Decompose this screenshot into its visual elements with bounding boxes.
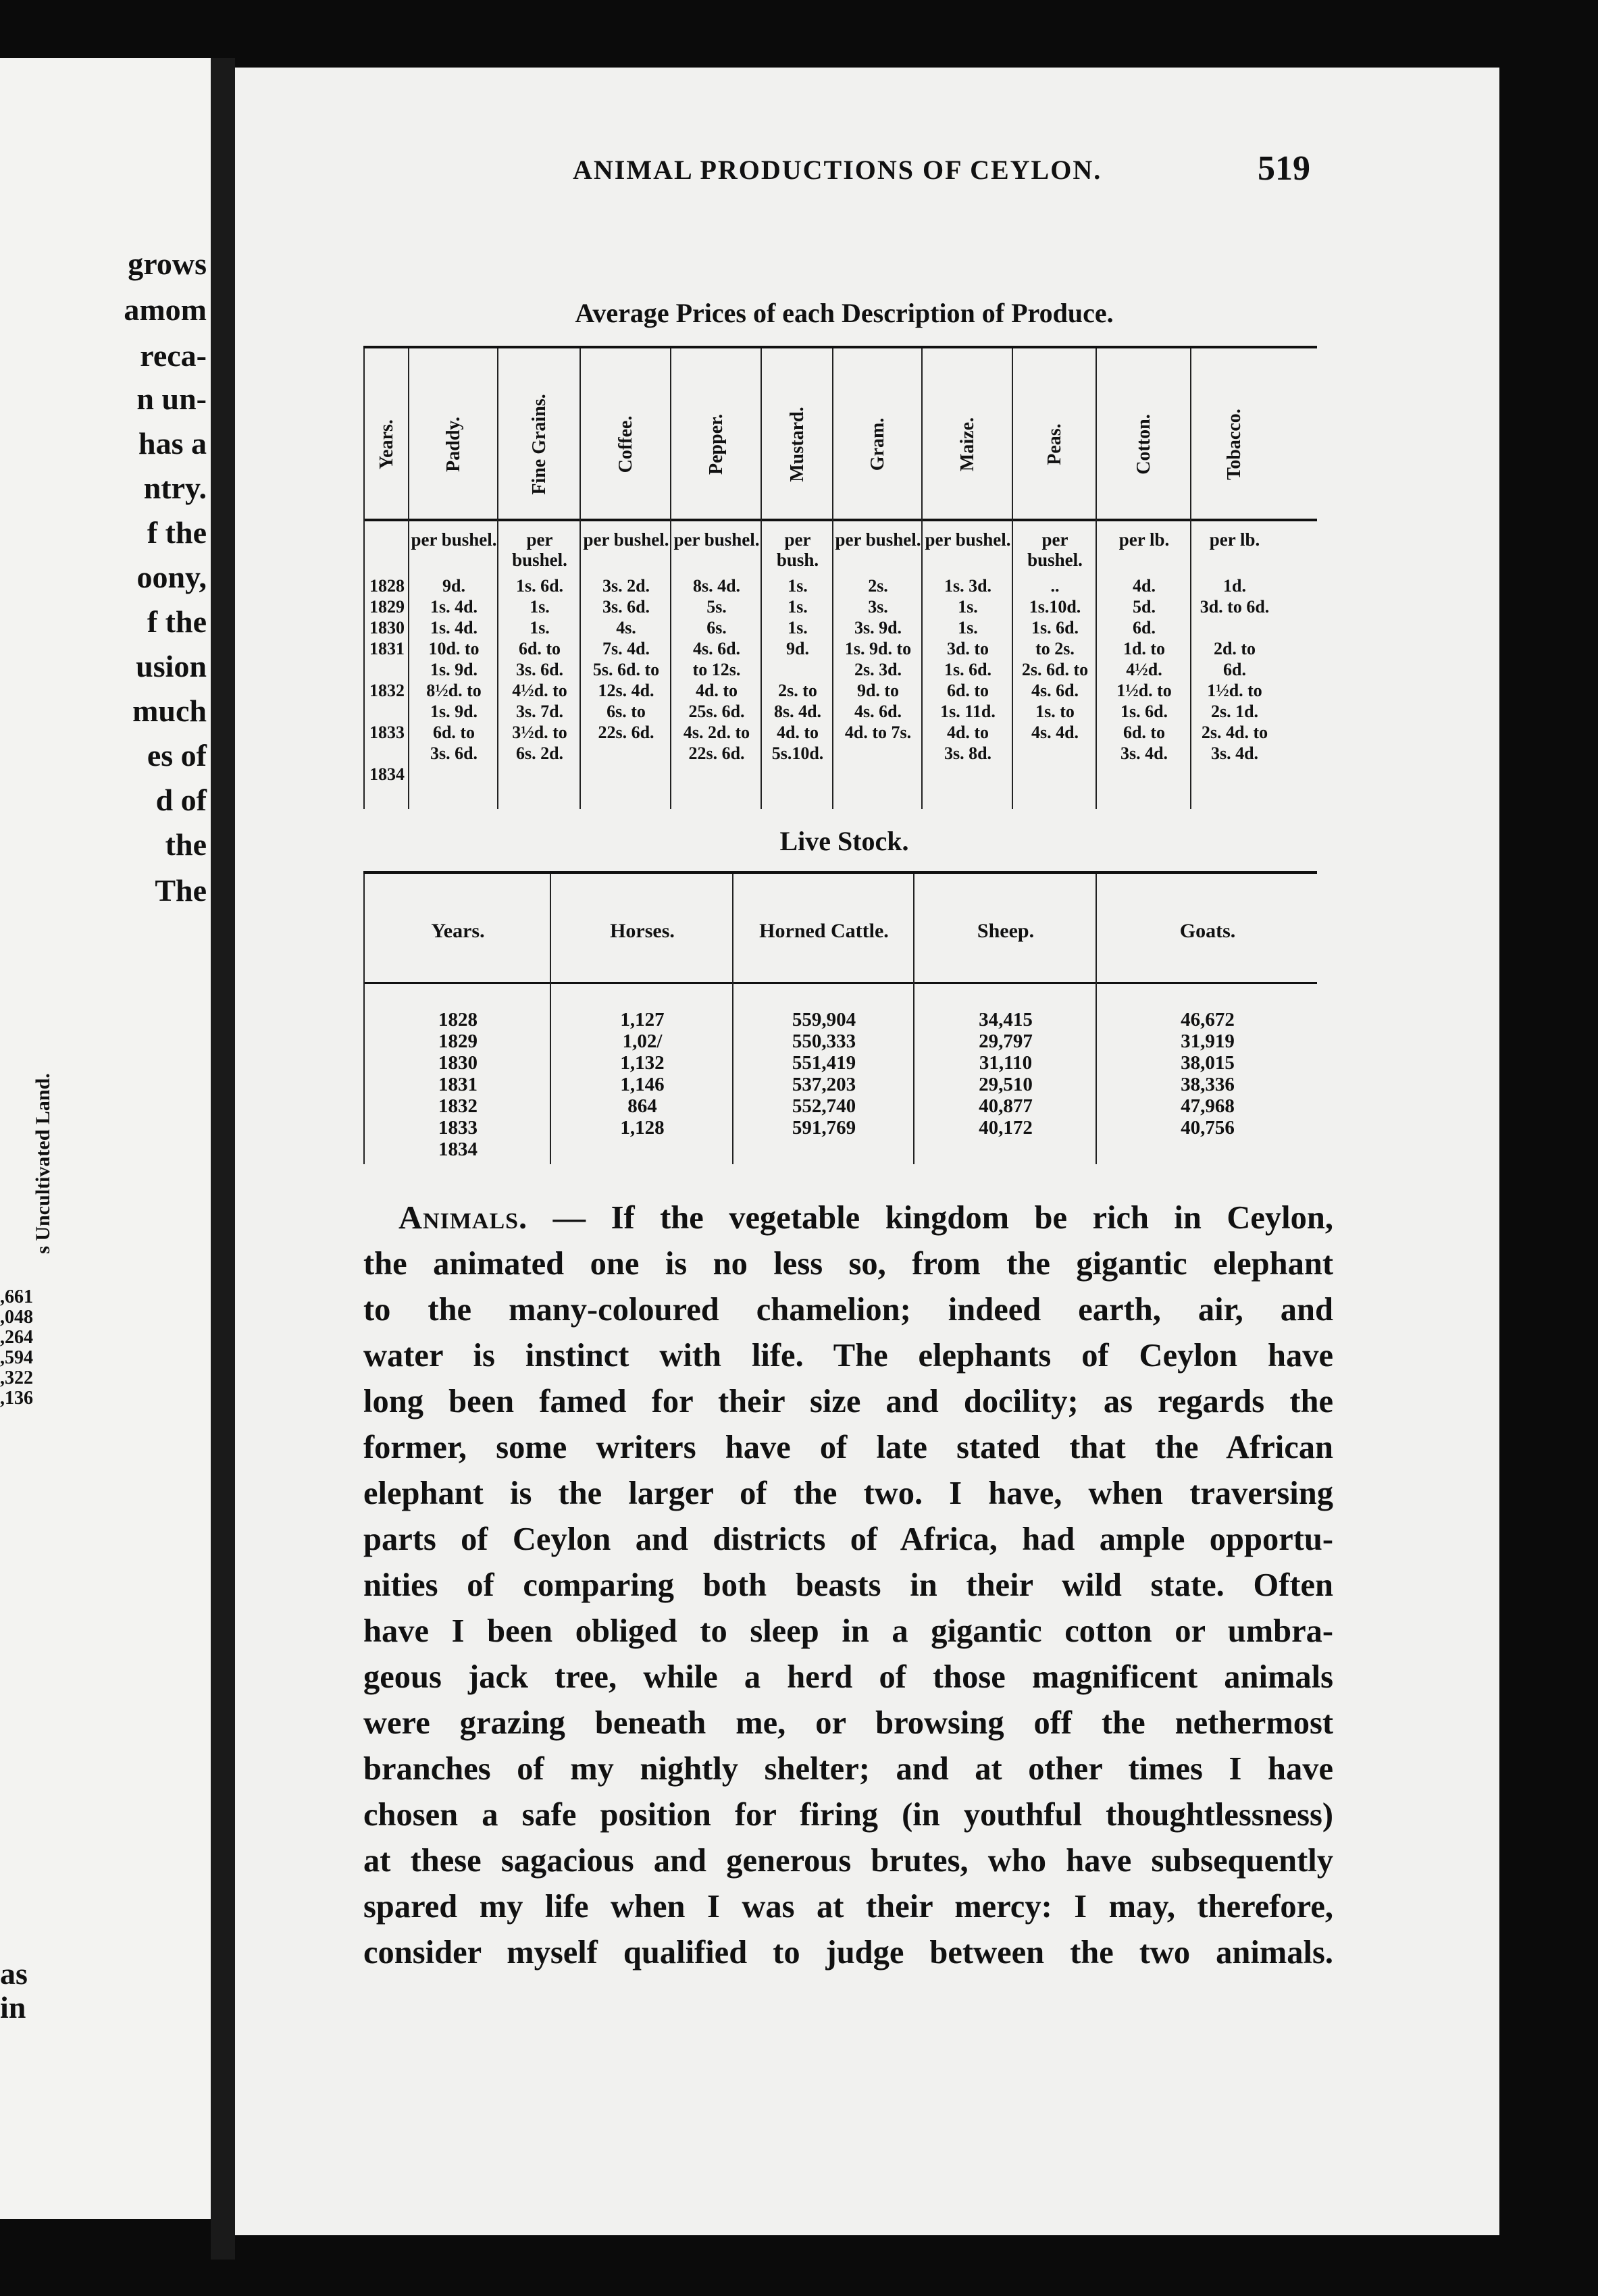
live-stock-column [732, 874, 914, 1164]
produce-cell: 4s. 2d. to [683, 723, 750, 742]
produce-cell: 1s. 4d. [430, 597, 478, 617]
left-table-header [0, 1073, 54, 1254]
produce-cell: 4d. [1133, 576, 1156, 596]
produce-cell [581, 743, 671, 764]
produce-cell: to 2s. [1035, 639, 1075, 658]
produce-column-cells [498, 575, 581, 785]
produce-cell: 25s. 6d. [688, 702, 745, 721]
produce-cell: 4d. to [776, 723, 819, 742]
left-page-fragment [0, 606, 211, 637]
produce-cell: 1s. 6d. [1120, 702, 1168, 721]
live-stock-cell: 537,203 [792, 1074, 856, 1095]
left-page-bottom-fragment [0, 1958, 211, 1989]
produce-cell: 1s. [788, 597, 808, 617]
produce-cell: 4d. to [695, 681, 738, 700]
left-table-value: ,594 [0, 1347, 33, 1368]
left-page-fragment [0, 651, 211, 682]
left-table-value: ,322 [0, 1367, 33, 1388]
produce-cell: 1s. 6d. [515, 576, 564, 596]
produce-column-header: Coffee. [615, 415, 636, 473]
produce-cell: 1s. 9d. [430, 660, 478, 679]
produce-cell: 3s. 9d. [854, 618, 902, 637]
produce-cell: 3s. 2d. [602, 576, 650, 596]
produce-cell: 1d. to [1123, 639, 1166, 658]
live-stock-column-header: Sheep. [977, 920, 1035, 942]
left-page-fragment-text: usion [136, 649, 207, 683]
produce-column-cells [581, 575, 671, 785]
body-line: to the many-coloured chamelion; indeed earth, air, and [363, 1292, 1333, 1328]
live-stock-cell: 1829 [438, 1030, 478, 1052]
body-line: water is instinct with life. The elephants of Ceylon have [363, 1338, 1333, 1374]
produce-cell [833, 764, 923, 785]
produce-cell [762, 764, 833, 785]
produce-table-caption: Average Prices of each Description of Produce. [575, 298, 1114, 328]
produce-column-cells [409, 575, 498, 785]
produce-cell: 4½d. [1126, 660, 1162, 679]
live-stock-column-cells [914, 1009, 1097, 1160]
produce-column [408, 348, 498, 809]
produce-cell: 1s.10d. [1029, 597, 1081, 617]
body-line: consider myself qualified to judge between the two animals. [363, 1935, 1333, 1971]
produce-cell: 5s. 6d. to [592, 660, 660, 679]
produce-cell: 3s. 4d. [1120, 743, 1168, 763]
live-stock-cell: 46,672 [1181, 1009, 1235, 1030]
produce-year: 1832 [369, 681, 405, 700]
live-stock-column-cells [733, 1009, 914, 1160]
produce-cell [762, 659, 833, 680]
left-page-fragment [0, 517, 211, 548]
produce-cell: 3d. to 6d. [1200, 597, 1270, 617]
produce-cell: 10d. to [428, 639, 480, 658]
left-page-fragment-text: the [165, 827, 207, 862]
produce-cell: 3d. to [946, 639, 989, 658]
produce-cell [498, 764, 581, 785]
running-header [0, 149, 1598, 194]
left-table-value: ,264 [0, 1327, 33, 1348]
produce-cell: 9d. to [856, 681, 900, 700]
left-page-bottom-fragment-text: as [0, 1956, 28, 1991]
live-stock-cell: 47,968 [1181, 1095, 1235, 1117]
produce-cell: 2s. [868, 576, 888, 596]
body-line: spared my life when I was at their mercy: I may, therefore, [363, 1889, 1333, 1925]
produce-column [497, 348, 581, 809]
live-stock-cell: 1,146 [620, 1074, 665, 1095]
body-line: long been famed for their size and docility; as regards the [363, 1384, 1333, 1419]
produce-column [1012, 348, 1097, 809]
produce-cell: 2s. 1d. [1210, 702, 1259, 721]
produce-cell: 3s. 7d. [515, 702, 564, 721]
left-table-value: ,048 [0, 1307, 33, 1328]
produce-column-unit: per bushel. [512, 529, 567, 570]
produce-cell [923, 764, 1013, 785]
page-number: 519 [1258, 149, 1310, 188]
live-stock-column-cells [365, 1009, 551, 1160]
page-gutter [211, 58, 235, 2260]
produce-cell: 6s. [706, 618, 727, 637]
live-stock-column [913, 874, 1097, 1164]
produce-column-cells [1097, 575, 1191, 785]
live-stock-cell: 1828 [438, 1009, 478, 1030]
produce-cell: 1½d. to [1116, 681, 1172, 700]
live-stock-cell: 31,919 [1181, 1030, 1235, 1052]
section-lead: Animals. [398, 1200, 528, 1236]
live-stock-cell: 40,172 [979, 1117, 1033, 1139]
live-stock-cell: 1830 [438, 1052, 478, 1074]
produce-cell: 1s. 6d. [944, 660, 992, 679]
left-table-value: ,661 [0, 1286, 33, 1307]
live-stock-cell [733, 1139, 914, 1160]
left-page-fragment [0, 294, 211, 325]
produce-column [579, 348, 671, 809]
produce-cell: 3s. 6d. [430, 743, 478, 763]
produce-cell: 6d. to [518, 639, 561, 658]
produce-price-table [363, 346, 1317, 809]
produce-column-cells [923, 575, 1013, 785]
produce-cell: .. [1050, 576, 1060, 596]
produce-cell: 3s. 6d. [602, 597, 650, 617]
live-stock-cell: 1,132 [620, 1052, 665, 1074]
live-stock-cell [914, 1139, 1097, 1160]
left-page-fragment [0, 473, 211, 504]
produce-cell: 1s. [958, 618, 978, 637]
produce-column-unit: per bushel. [583, 529, 669, 550]
produce-column-header: Mustard. [787, 407, 808, 482]
produce-cell: 1½d. to [1207, 681, 1262, 700]
produce-cell: 9d. [786, 639, 809, 658]
live-stock-cell: 559,904 [792, 1009, 856, 1030]
produce-column-unit: per bush. [776, 529, 819, 570]
produce-year: 1829 [369, 597, 405, 617]
produce-cell: 1s. [530, 618, 550, 637]
produce-cell: 22s. 6d. [598, 723, 654, 742]
live-stock-column-header: Horned Cattle. [759, 920, 889, 942]
produce-cell: 6d. to [946, 681, 989, 700]
produce-cell: 6s. 2d. [515, 743, 564, 763]
produce-year: 1830 [369, 618, 405, 637]
left-page-fragment-text: n un- [136, 382, 207, 416]
live-stock-cell: 550,333 [792, 1030, 856, 1052]
produce-cell: 8s. 4d. [692, 576, 741, 596]
left-page-fragment-text: ntry. [143, 471, 207, 505]
live-stock-column-cells [551, 1009, 733, 1160]
produce-cell: 4s. [616, 618, 636, 637]
left-page-fragment [0, 740, 211, 771]
live-stock-cell: 40,756 [1181, 1117, 1235, 1139]
produce-cell: 1s. 9d. to [844, 639, 912, 658]
body-line [363, 1195, 1333, 1241]
produce-column-header: Tobacco. [1224, 409, 1245, 480]
produce-cell: 2s. 3d. [854, 660, 902, 679]
live-stock-cell: 551,419 [792, 1052, 856, 1074]
produce-column [761, 348, 833, 809]
live-stock-column-header: Horses. [610, 920, 675, 942]
produce-column-cells [833, 575, 923, 785]
produce-cell [409, 764, 498, 785]
produce-column [832, 348, 923, 809]
produce-cell: 5s.10d. [771, 743, 824, 763]
produce-column-cells [365, 575, 409, 785]
left-page-fragment-text: reca- [140, 338, 207, 373]
live-stock-column [363, 874, 551, 1164]
left-page-fragment-text: oony, [136, 560, 207, 594]
produce-cell: 9d. [442, 576, 465, 596]
live-stock-table [363, 871, 1317, 1164]
produce-cell: 1s. [958, 597, 978, 617]
produce-column-unit: per bushel. [411, 529, 497, 550]
live-stock-cell: 1831 [438, 1074, 478, 1095]
left-page-fragment-text: amom [124, 292, 207, 327]
produce-cell: 4½d. to [512, 681, 567, 700]
produce-cell: 4s. 6d. [692, 639, 741, 658]
body-line: were grazing beneath me, or browsing off the nethermost [363, 1705, 1333, 1741]
produce-cell [1097, 764, 1191, 785]
live-stock-cell: 40,877 [979, 1095, 1033, 1117]
produce-cell: 6d. [1133, 618, 1156, 637]
left-page-fragment-text: f the [147, 604, 207, 639]
live-stock-cell: 552,740 [792, 1095, 856, 1117]
live-stock-column-header: Years. [431, 920, 485, 942]
produce-cell: 2d. to [1213, 639, 1256, 658]
produce-cell: 8s. 4d. [773, 702, 822, 721]
body-line: have I been obliged to sleep in a gigantic cotton or umbra- [363, 1613, 1333, 1649]
produce-column [921, 348, 1013, 809]
produce-cell: 6s. to [607, 702, 646, 721]
produce-column-unit: per lb. [1209, 529, 1260, 550]
produce-column-unit: per lb. [1118, 529, 1170, 550]
produce-cell: 6d. [1223, 660, 1246, 679]
animals-paragraph [363, 1195, 1333, 1976]
running-title: ANIMAL PRODUCTIONS OF CEYLON. [573, 155, 1102, 185]
produce-column-header: Maize. [957, 417, 978, 472]
left-page [0, 58, 211, 2219]
produce-cell: 1s. to [1035, 702, 1075, 721]
body-line: elephant is the larger of the two. I have, when traversing [363, 1476, 1333, 1511]
produce-column-header: Cotton. [1133, 414, 1154, 475]
left-page-fragment-text: es of [147, 738, 207, 773]
left-page-fragment-text: has a [138, 426, 207, 461]
produce-cell: 7s. 4d. [602, 639, 650, 658]
left-page-fragment-text: The [155, 873, 207, 908]
produce-cell: 4d. to [946, 723, 989, 742]
produce-cell: 1s. 11d. [940, 702, 996, 721]
live-stock-column [1096, 874, 1318, 1164]
left-table-value: ,136 [0, 1388, 33, 1409]
live-stock-cell: 1,02/ [622, 1030, 663, 1052]
left-page-bottom-fragment-text: in [0, 1990, 26, 2025]
body-line: the animated one is no less so, from the gigantic elephant [363, 1246, 1333, 1282]
produce-year: 1831 [369, 639, 405, 658]
produce-cell: 4s. 6d. [1031, 681, 1079, 700]
produce-cell [1191, 764, 1278, 785]
left-page-fragment-text: much [132, 694, 207, 728]
produce-cell: 12s. 4d. [598, 681, 654, 700]
produce-column [1096, 348, 1191, 809]
produce-cell: 1s. [530, 597, 550, 617]
live-stock-column-header: Goats. [1179, 920, 1236, 942]
produce-cell: 5s. [706, 597, 727, 617]
body-line-text: — If the vegetable kingdom be rich in Ceylon, [527, 1200, 1333, 1236]
produce-column-header: Years. [376, 419, 397, 469]
left-page-fragment-text: d of [155, 783, 207, 817]
live-stock-cell: 1,127 [620, 1009, 665, 1030]
live-stock-cell: 1,128 [620, 1117, 665, 1139]
produce-cell: 8½d. to [426, 681, 482, 700]
produce-cell: 22s. 6d. [688, 743, 745, 763]
produce-cell [1013, 743, 1097, 764]
live-stock-cell [1097, 1139, 1318, 1160]
produce-column-cells [762, 575, 833, 785]
left-page-fragment [0, 384, 211, 415]
produce-year [365, 659, 409, 680]
left-table-values [0, 1287, 33, 1409]
produce-cell: 3½d. to [512, 723, 567, 742]
produce-column [1190, 348, 1278, 809]
live-stock-cell: 29,797 [979, 1030, 1033, 1052]
produce-cell: 2s. to [778, 681, 817, 700]
live-stock-cell: 31,110 [979, 1052, 1033, 1074]
body-line: former, some writers have of late stated that the African [363, 1430, 1333, 1465]
left-page-fragment [0, 875, 211, 906]
produce-cell: 6d. to [1123, 723, 1166, 742]
left-page-fragment [0, 246, 211, 281]
produce-cell: 4d. to 7s. [844, 723, 912, 742]
produce-cell [671, 764, 762, 785]
produce-cell: 1s. 6d. [1031, 618, 1079, 637]
produce-cell: 1s. [788, 618, 808, 637]
live-stock-cell: 38,336 [1181, 1074, 1235, 1095]
produce-cell: 6d. to [432, 723, 475, 742]
produce-column [363, 348, 409, 809]
live-stock-cell: 591,769 [792, 1117, 856, 1139]
produce-cell [581, 764, 671, 785]
live-stock-cell: 1833 [438, 1117, 478, 1139]
produce-column-header: Gram. [867, 417, 888, 471]
produce-column-unit: per bushel. [1027, 529, 1083, 570]
left-page-fragment [0, 340, 211, 371]
live-stock-column [550, 874, 733, 1164]
produce-cell: 1s. [788, 576, 808, 596]
produce-year: 1833 [369, 723, 405, 742]
live-stock-cell: 38,015 [1181, 1052, 1235, 1074]
produce-cell: 3s. 4d. [1210, 743, 1259, 763]
left-page-fragment [0, 428, 211, 459]
body-line: chosen a safe position for firing (in youthful thoughtlessness) [363, 1797, 1333, 1833]
produce-year: 1834 [369, 764, 405, 784]
body-line: nities of comparing both beasts in their wild state. Often [363, 1567, 1333, 1603]
left-page-fragment-text: grows [128, 246, 207, 281]
produce-column-unit: per bushel. [673, 529, 760, 550]
produce-year [365, 701, 409, 722]
body-line: parts of Ceylon and districts of Africa, had ample opportu- [363, 1521, 1333, 1557]
produce-cell: to 12s. [692, 660, 741, 679]
live-stock-cell: 1832 [438, 1095, 478, 1117]
live-stock-cell [551, 1139, 733, 1160]
live-stock-caption: Live Stock. [779, 826, 909, 856]
left-page-fragment-text: f the [147, 515, 207, 550]
body-line: at these sagacious and generous brutes, who have subsequently [363, 1843, 1333, 1879]
produce-column-cells [671, 575, 762, 785]
produce-cell: 3s. 6d. [515, 660, 564, 679]
produce-cell [833, 743, 923, 764]
produce-column-header: Fine Grains. [529, 394, 550, 495]
left-table-header-text: s Uncultivated Land. [31, 1073, 54, 1254]
produce-cell: 1s. 4d. [430, 618, 478, 637]
live-stock-cell: 864 [627, 1095, 657, 1117]
left-page-fragment [0, 785, 211, 816]
body-line: geous jack tree, while a herd of those magnificent animals [363, 1659, 1333, 1695]
live-stock-cell: 29,510 [979, 1074, 1033, 1095]
produce-cell: 4s. 4d. [1031, 723, 1079, 742]
produce-column-unit: per bushel. [835, 529, 921, 550]
produce-cell: 3s. 8d. [944, 743, 992, 763]
body-line: branches of my nightly shelter; and at other times I have [363, 1751, 1333, 1787]
produce-cell [1191, 617, 1278, 638]
produce-cell: 1d. [1223, 576, 1246, 596]
produce-column-header: Pepper. [706, 414, 727, 475]
live-stock-cell: 34,415 [979, 1009, 1033, 1030]
produce-year: 1828 [369, 576, 405, 596]
produce-cell [1013, 764, 1097, 785]
produce-column [670, 348, 762, 809]
produce-cell: 1s. 9d. [430, 702, 478, 721]
live-stock-cell: 1834 [438, 1139, 478, 1160]
produce-cell: 1s. 3d. [944, 576, 992, 596]
produce-cell: 5d. [1133, 597, 1156, 617]
produce-column-cells [1013, 575, 1097, 785]
produce-column-header: Paddy. [443, 417, 464, 472]
produce-cell: 2s. 6d. to [1021, 660, 1089, 679]
left-page-fragment [0, 829, 211, 860]
produce-column-cells [1191, 575, 1278, 785]
produce-column-unit: per bushel. [925, 529, 1011, 550]
left-page-bottom-fragment [0, 1992, 211, 2023]
produce-cell: 3s. [868, 597, 888, 617]
produce-cell: 4s. 6d. [854, 702, 902, 721]
produce-cell: 2s. 4d. to [1201, 723, 1268, 742]
left-page-fragment [0, 696, 211, 727]
left-page-fragment [0, 562, 211, 593]
live-stock-column-cells [1097, 1009, 1318, 1160]
produce-column-header: Peas. [1044, 423, 1065, 465]
produce-year [365, 743, 409, 764]
